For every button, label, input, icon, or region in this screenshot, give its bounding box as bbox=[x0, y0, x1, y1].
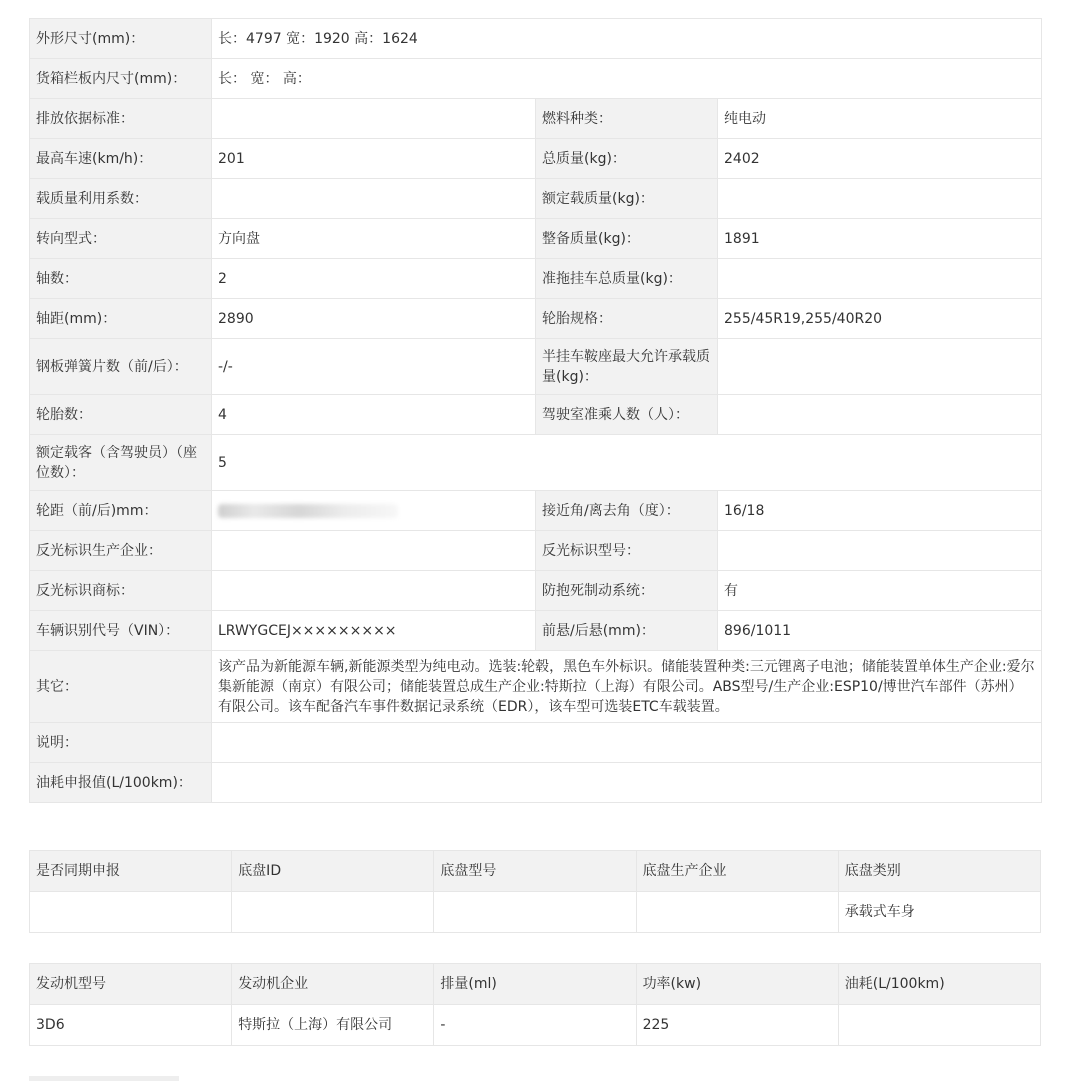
column-header: 底盘生产企业 bbox=[636, 851, 838, 892]
spec-label: 轮胎规格： bbox=[536, 299, 718, 339]
spec-row-dimensions bbox=[30, 19, 1042, 59]
column-header: 是否同期申报 bbox=[30, 851, 232, 892]
spec-label: 排放依据标准： bbox=[30, 99, 212, 139]
next-section-edge bbox=[29, 1076, 179, 1081]
spec-value: 255/45R19,255/40R20 bbox=[718, 299, 1042, 339]
spec-label: 说明： bbox=[30, 723, 212, 763]
spec-value: 2402 bbox=[718, 139, 1042, 179]
table-cell bbox=[30, 892, 232, 933]
spec-value: -/- bbox=[212, 339, 536, 395]
spec-value: 1891 bbox=[718, 219, 1042, 259]
table-cell: 承载式车身 bbox=[838, 892, 1040, 933]
table-row bbox=[30, 1005, 1041, 1046]
spec-value bbox=[212, 571, 536, 611]
spec-label: 驾驶室准乘人数（人）： bbox=[536, 395, 718, 435]
spec-label: 轴数： bbox=[30, 259, 212, 299]
column-header: 功率(kw) bbox=[636, 964, 838, 1005]
spec-value bbox=[718, 531, 1042, 571]
spec-value: 5 bbox=[212, 435, 1042, 491]
spec-label: 总质量(kg)： bbox=[536, 139, 718, 179]
spec-row bbox=[30, 571, 1042, 611]
table-cell bbox=[434, 892, 636, 933]
spec-label: 防抱死制动系统： bbox=[536, 571, 718, 611]
spec-value bbox=[212, 763, 1042, 803]
spec-row-cargo bbox=[30, 59, 1042, 99]
spec-label: 外形尺寸(mm)： bbox=[30, 19, 212, 59]
spec-row bbox=[30, 99, 1042, 139]
spec-label: 载质量利用系数： bbox=[30, 179, 212, 219]
spec-row bbox=[30, 339, 1042, 395]
spec-label: 额定载质量(kg)： bbox=[536, 179, 718, 219]
spec-label: 车辆识别代号（VIN）： bbox=[30, 611, 212, 651]
spec-value: 201 bbox=[212, 139, 536, 179]
spec-label: 接近角/离去角（度）： bbox=[536, 491, 718, 531]
spec-value: 4 bbox=[212, 395, 536, 435]
table-header-row bbox=[30, 964, 1041, 1005]
spec-row-note bbox=[30, 723, 1042, 763]
spec-value bbox=[718, 339, 1042, 395]
spec-label: 半挂车鞍座最大允许承载质量(kg)： bbox=[536, 339, 718, 395]
spec-label: 整备质量(kg)： bbox=[536, 219, 718, 259]
spec-value: 2890 bbox=[212, 299, 536, 339]
spec-value bbox=[212, 179, 536, 219]
column-header: 底盘型号 bbox=[434, 851, 636, 892]
spec-label: 反光标识商标： bbox=[30, 571, 212, 611]
table-cell: - bbox=[434, 1005, 636, 1046]
spec-label: 油耗申报值(L/100km)： bbox=[30, 763, 212, 803]
vehicle-spec-table bbox=[29, 18, 1042, 803]
spec-label: 准拖挂车总质量(kg)： bbox=[536, 259, 718, 299]
column-header: 底盘ID bbox=[232, 851, 434, 892]
column-header: 发动机型号 bbox=[30, 964, 232, 1005]
spec-value: 有 bbox=[718, 571, 1042, 611]
spec-label: 前悬/后悬(mm)： bbox=[536, 611, 718, 651]
column-header: 发动机企业 bbox=[232, 964, 434, 1005]
spec-value: 纯电动 bbox=[718, 99, 1042, 139]
table-cell: 225 bbox=[636, 1005, 838, 1046]
spec-label: 钢板弹簧片数（前/后）： bbox=[30, 339, 212, 395]
spec-value bbox=[212, 723, 1042, 763]
spec-value: 2 bbox=[212, 259, 536, 299]
spec-value: 方向盘 bbox=[212, 219, 536, 259]
spec-row bbox=[30, 491, 1042, 531]
spec-label: 最高车速(km/h)： bbox=[30, 139, 212, 179]
chassis-table bbox=[29, 850, 1041, 933]
spec-label: 燃料种类： bbox=[536, 99, 718, 139]
spec-row-passengers bbox=[30, 435, 1042, 491]
spec-label: 轮胎数： bbox=[30, 395, 212, 435]
table-cell bbox=[636, 892, 838, 933]
spec-label: 轴距(mm)： bbox=[30, 299, 212, 339]
table-header-row bbox=[30, 851, 1041, 892]
spec-row bbox=[30, 219, 1042, 259]
column-header: 排量(ml) bbox=[434, 964, 636, 1005]
spec-row bbox=[30, 299, 1042, 339]
table-row bbox=[30, 892, 1041, 933]
spec-row bbox=[30, 259, 1042, 299]
spec-value: 896/1011 bbox=[718, 611, 1042, 651]
spec-value-redacted bbox=[212, 491, 536, 531]
redacted-blur bbox=[218, 504, 398, 518]
spec-label: 货箱栏板内尺寸(mm)： bbox=[30, 59, 212, 99]
table-cell: 特斯拉（上海）有限公司 bbox=[232, 1005, 434, 1046]
spec-value bbox=[212, 531, 536, 571]
engine-table bbox=[29, 963, 1041, 1046]
spec-row bbox=[30, 531, 1042, 571]
spec-label: 额定载客（含驾驶员）（座位数）： bbox=[30, 435, 212, 491]
spec-value bbox=[718, 259, 1042, 299]
spec-value: 长：4797 宽：1920 高：1624 bbox=[212, 19, 1042, 59]
spec-label: 转向型式： bbox=[30, 219, 212, 259]
table-cell: 3D6 bbox=[30, 1005, 232, 1046]
spec-row-fuel bbox=[30, 763, 1042, 803]
spec-value: 16/18 bbox=[718, 491, 1042, 531]
spec-label: 反光标识生产企业： bbox=[30, 531, 212, 571]
spec-value: 长： 宽： 高： bbox=[212, 59, 1042, 99]
spec-value-other: 该产品为新能源车辆,新能源类型为纯电动。选装:轮毂，黑色车外标识。储能装置种类:三元锂离子电池；储能装置单体生产企业:爱尔集新能源（南京）有限公司；储能装置总成生产企业:特斯拉（上海）有限公司。ABS型号/生产企业:ESP10/博世汽车部件（苏州）有限公司。该车配备汽车事件数据记录系统（EDR），该车型可选装ETC车载装置。 bbox=[212, 651, 1042, 723]
spec-label: 轮距（前/后)mm： bbox=[30, 491, 212, 531]
spec-row bbox=[30, 139, 1042, 179]
column-header: 油耗(L/100km) bbox=[838, 964, 1040, 1005]
spec-row-other bbox=[30, 651, 1042, 723]
column-header: 底盘类别 bbox=[838, 851, 1040, 892]
spec-label: 其它： bbox=[30, 651, 212, 723]
spec-value bbox=[212, 99, 536, 139]
spec-value bbox=[718, 395, 1042, 435]
spec-value-vin: LRWYGCEJ××××××××× bbox=[212, 611, 536, 651]
table-cell bbox=[838, 1005, 1040, 1046]
spec-label: 反光标识型号： bbox=[536, 531, 718, 571]
spec-row bbox=[30, 179, 1042, 219]
spec-row bbox=[30, 395, 1042, 435]
spec-row bbox=[30, 611, 1042, 651]
spec-value bbox=[718, 179, 1042, 219]
table-cell bbox=[232, 892, 434, 933]
